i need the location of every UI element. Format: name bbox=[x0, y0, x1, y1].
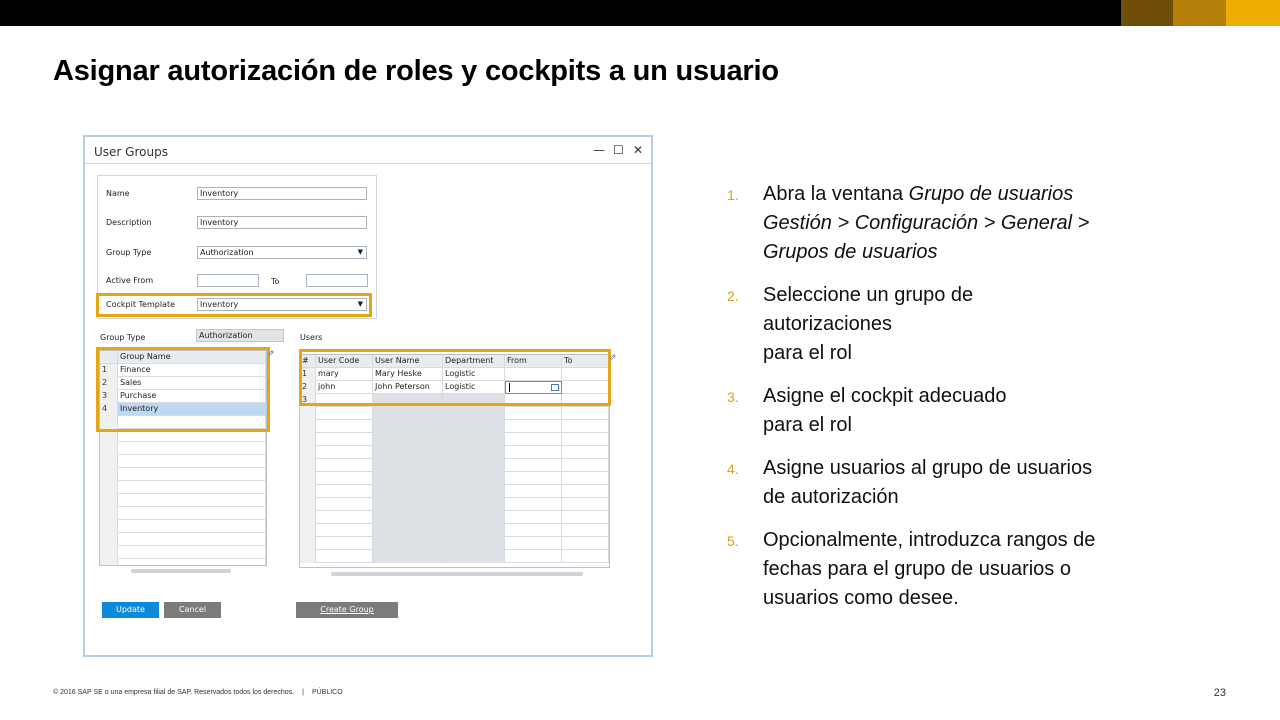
empty-cell bbox=[118, 494, 266, 507]
empty-cell bbox=[100, 429, 118, 442]
user-row[interactable] bbox=[300, 368, 609, 381]
empty-row bbox=[300, 511, 609, 524]
empty-cell bbox=[373, 446, 443, 459]
calendar-icon[interactable] bbox=[551, 384, 559, 391]
empty-row bbox=[300, 459, 609, 472]
step-line: de autorización bbox=[763, 486, 899, 508]
step-line: usuarios como desee. bbox=[763, 587, 959, 609]
accent-swatch-light bbox=[1226, 0, 1280, 26]
empty-cell bbox=[505, 420, 562, 433]
group-row-name: Sales bbox=[118, 377, 266, 390]
empty-cell bbox=[562, 420, 609, 433]
empty-cell bbox=[316, 407, 373, 420]
empty-cell bbox=[505, 485, 562, 498]
empty-row bbox=[100, 429, 266, 442]
empty-cell bbox=[562, 498, 609, 511]
empty-cell bbox=[505, 524, 562, 537]
empty-cell bbox=[562, 511, 609, 524]
empty-cell bbox=[443, 524, 505, 537]
user-code-cell[interactable]: john bbox=[316, 381, 373, 394]
empty-cell bbox=[373, 550, 443, 563]
empty-cell bbox=[118, 559, 266, 566]
empty-cell bbox=[316, 498, 373, 511]
empty-row bbox=[300, 407, 609, 420]
empty-cell bbox=[300, 420, 316, 433]
users-col-from: From bbox=[505, 355, 562, 368]
group-row-selected[interactable] bbox=[100, 403, 266, 416]
step-1 bbox=[727, 180, 1177, 267]
update-button[interactable]: Update bbox=[102, 602, 159, 618]
empty-cell bbox=[316, 485, 373, 498]
text-cursor bbox=[509, 383, 510, 392]
empty-cell bbox=[562, 459, 609, 472]
empty-cell bbox=[443, 537, 505, 550]
empty-cell bbox=[505, 472, 562, 485]
expand-grid-icon[interactable]: ⇗ bbox=[267, 349, 275, 359]
empty-cell bbox=[118, 442, 266, 455]
empty-cell bbox=[316, 433, 373, 446]
user-from-cell[interactable] bbox=[505, 394, 562, 407]
empty-cell bbox=[118, 481, 266, 494]
expand-grid-icon[interactable]: ⇗ bbox=[609, 353, 617, 363]
group-num-header bbox=[100, 351, 118, 364]
empty-row bbox=[300, 485, 609, 498]
group-row-number: 2 bbox=[100, 377, 118, 390]
step-line: Opcionalmente, introduzca rangos de bbox=[763, 529, 1096, 551]
user-dept-cell: Logistic bbox=[443, 381, 505, 394]
empty-row bbox=[100, 468, 266, 481]
empty-cell bbox=[300, 550, 316, 563]
empty-cell bbox=[562, 472, 609, 485]
description-label: Description bbox=[106, 218, 152, 227]
step-number: 5. bbox=[727, 533, 739, 549]
empty-cell bbox=[300, 407, 316, 420]
group-list-grid bbox=[99, 350, 267, 566]
group-row-name: Finance bbox=[118, 364, 266, 377]
footer-copyright bbox=[53, 689, 343, 696]
empty-cell bbox=[316, 472, 373, 485]
empty-cell bbox=[300, 433, 316, 446]
step-4 bbox=[727, 454, 1177, 512]
maximize-icon[interactable]: ☐ bbox=[613, 143, 624, 157]
users-label: Users bbox=[300, 333, 323, 342]
empty-cell bbox=[505, 537, 562, 550]
users-col-num: # bbox=[300, 355, 316, 368]
minimize-icon[interactable]: — bbox=[593, 143, 605, 157]
empty-cell bbox=[316, 550, 373, 563]
user-to-cell[interactable] bbox=[562, 381, 609, 394]
user-row-number: 1 bbox=[300, 368, 316, 381]
step-line: fechas para el grupo de usuarios o bbox=[763, 558, 1071, 580]
step-text-italic: Grupos de usuarios bbox=[763, 241, 938, 263]
empty-cell bbox=[562, 407, 609, 420]
step-3 bbox=[727, 382, 1177, 440]
step-2 bbox=[727, 281, 1177, 368]
accent-swatch-mid bbox=[1173, 0, 1226, 26]
empty-row bbox=[300, 498, 609, 511]
empty-row bbox=[100, 559, 266, 566]
description-field[interactable]: Inventory bbox=[197, 216, 367, 229]
empty-cell bbox=[100, 442, 118, 455]
close-icon[interactable]: ✕ bbox=[633, 143, 644, 157]
empty-cell bbox=[118, 455, 266, 468]
empty-cell bbox=[562, 524, 609, 537]
empty-cell bbox=[373, 498, 443, 511]
classification-label: PÚBLICO bbox=[311, 689, 343, 696]
empty-cell bbox=[443, 446, 505, 459]
empty-cell bbox=[373, 485, 443, 498]
empty-cell bbox=[100, 546, 118, 559]
to-label: To bbox=[271, 277, 280, 286]
user-to-cell[interactable] bbox=[562, 368, 609, 381]
empty-cell bbox=[562, 433, 609, 446]
empty-row bbox=[100, 507, 266, 520]
step-line bbox=[727, 180, 1177, 209]
instruction-steps bbox=[727, 180, 1177, 627]
empty-cell bbox=[562, 446, 609, 459]
empty-cell bbox=[443, 459, 505, 472]
empty-cell bbox=[100, 507, 118, 520]
empty-row bbox=[300, 420, 609, 433]
empty-row bbox=[100, 494, 266, 507]
step-text-italic: Grupo de usuarios bbox=[908, 183, 1074, 205]
group-row-name: Purchase bbox=[118, 390, 266, 403]
empty-cell bbox=[316, 459, 373, 472]
group-type-label: Group Type bbox=[106, 248, 152, 257]
group-type-value: Authorization bbox=[200, 248, 254, 257]
empty-cell bbox=[373, 472, 443, 485]
empty-cell bbox=[562, 537, 609, 550]
create-group-button[interactable]: Create Group bbox=[296, 602, 398, 618]
cockpit-template-select[interactable] bbox=[197, 298, 367, 311]
empty-cell bbox=[443, 485, 505, 498]
empty-cell bbox=[300, 472, 316, 485]
empty-cell bbox=[100, 494, 118, 507]
user-row-number: 3 bbox=[300, 394, 316, 407]
empty-cell bbox=[505, 433, 562, 446]
empty-cell bbox=[300, 524, 316, 537]
group-type-filter-field: Authorization bbox=[196, 329, 284, 342]
empty-cell bbox=[300, 459, 316, 472]
users-grid bbox=[299, 354, 610, 568]
copyright-text: © 2016 SAP SE o una empresa filial de SAP. Reservados todos los derechos. bbox=[53, 689, 295, 696]
empty-row bbox=[300, 472, 609, 485]
footer-separator: | bbox=[302, 689, 304, 696]
empty-cell bbox=[118, 533, 266, 546]
user-from-cell[interactable] bbox=[505, 368, 562, 381]
user-dept-cell bbox=[443, 394, 505, 407]
empty-row bbox=[100, 442, 266, 455]
empty-cell bbox=[118, 507, 266, 520]
empty-row bbox=[300, 433, 609, 446]
empty-cell bbox=[118, 416, 266, 429]
group-row[interactable] bbox=[100, 390, 266, 403]
empty-cell bbox=[300, 446, 316, 459]
user-name-cell: John Peterson bbox=[373, 381, 443, 394]
name-field[interactable]: Inventory bbox=[197, 187, 367, 200]
empty-cell bbox=[118, 429, 266, 442]
empty-cell bbox=[505, 459, 562, 472]
active-from-label: Active From bbox=[106, 276, 154, 285]
empty-cell bbox=[300, 485, 316, 498]
top-bar bbox=[0, 0, 1280, 26]
users-grid-scrollbar[interactable] bbox=[331, 572, 583, 576]
accent-swatch-dark bbox=[1121, 0, 1173, 26]
empty-cell bbox=[443, 550, 505, 563]
empty-row bbox=[300, 550, 609, 563]
users-col-code: User Code bbox=[316, 355, 373, 368]
empty-cell bbox=[373, 420, 443, 433]
group-header-form bbox=[97, 175, 377, 319]
users-grid-header bbox=[300, 355, 609, 368]
empty-cell bbox=[316, 524, 373, 537]
step-text: Abra la ventana bbox=[763, 183, 909, 205]
window-title-bar bbox=[85, 137, 651, 164]
empty-row bbox=[100, 546, 266, 559]
empty-cell bbox=[300, 511, 316, 524]
cockpit-template-label: Cockpit Template bbox=[106, 300, 175, 309]
group-row-number: 3 bbox=[100, 390, 118, 403]
empty-row bbox=[100, 520, 266, 533]
user-groups-window bbox=[83, 135, 653, 657]
empty-cell bbox=[443, 511, 505, 524]
group-row-number: 4 bbox=[100, 403, 118, 416]
empty-cell bbox=[443, 472, 505, 485]
group-name-header: Group Name bbox=[118, 351, 266, 364]
step-number: 1. bbox=[727, 187, 739, 203]
empty-cell bbox=[300, 498, 316, 511]
empty-cell bbox=[118, 520, 266, 533]
empty-cell bbox=[505, 407, 562, 420]
empty-row bbox=[100, 481, 266, 494]
empty-cell bbox=[373, 407, 443, 420]
group-row-name: Inventory bbox=[118, 403, 266, 416]
step-line: Seleccione un grupo de bbox=[763, 284, 974, 306]
user-from-cell-active[interactable] bbox=[505, 381, 562, 394]
group-row[interactable] bbox=[100, 377, 266, 390]
empty-row bbox=[100, 416, 266, 429]
step-line: autorizaciones bbox=[763, 313, 892, 335]
user-row[interactable] bbox=[300, 394, 609, 407]
empty-cell bbox=[505, 550, 562, 563]
empty-cell bbox=[373, 511, 443, 524]
active-to-field[interactable] bbox=[306, 274, 368, 287]
group-type-select[interactable] bbox=[197, 246, 367, 259]
empty-cell bbox=[316, 537, 373, 550]
empty-cell bbox=[505, 446, 562, 459]
empty-row bbox=[100, 533, 266, 546]
step-line: para el rol bbox=[763, 414, 852, 436]
group-row-number: 1 bbox=[100, 364, 118, 377]
empty-row bbox=[300, 524, 609, 537]
empty-cell bbox=[100, 520, 118, 533]
empty-cell bbox=[100, 468, 118, 481]
user-row-number: 2 bbox=[300, 381, 316, 394]
empty-cell bbox=[443, 433, 505, 446]
empty-cell bbox=[373, 524, 443, 537]
empty-cell bbox=[316, 420, 373, 433]
slide-title: Asignar autorización de roles y cockpits a un usuario bbox=[53, 55, 779, 87]
active-from-field[interactable] bbox=[197, 274, 259, 287]
users-col-to: To bbox=[562, 355, 609, 368]
empty-cell bbox=[118, 546, 266, 559]
empty-cell bbox=[443, 407, 505, 420]
name-label: Name bbox=[106, 189, 130, 198]
cockpit-template-value: Inventory bbox=[200, 300, 239, 309]
empty-cell bbox=[316, 446, 373, 459]
empty-cell bbox=[373, 459, 443, 472]
empty-cell bbox=[373, 433, 443, 446]
user-name-cell: Mary Heske bbox=[373, 368, 443, 381]
step-line bbox=[727, 238, 1177, 267]
empty-cell bbox=[562, 485, 609, 498]
empty-cell bbox=[505, 511, 562, 524]
user-name-cell bbox=[373, 394, 443, 407]
empty-cell bbox=[118, 468, 266, 481]
empty-cell bbox=[100, 481, 118, 494]
step-line: Asigne el cockpit adecuado bbox=[763, 385, 1007, 407]
window-title: User Groups bbox=[94, 145, 168, 159]
empty-row bbox=[100, 455, 266, 468]
empty-cell bbox=[562, 550, 609, 563]
cancel-button[interactable]: Cancel bbox=[164, 602, 221, 618]
user-code-cell[interactable] bbox=[316, 394, 373, 407]
user-to-cell[interactable] bbox=[562, 394, 609, 407]
page-number: 23 bbox=[1213, 687, 1226, 699]
group-grid-scrollbar[interactable] bbox=[131, 569, 231, 573]
step-line: Asigne usuarios al grupo de usuarios bbox=[763, 457, 1093, 479]
users-col-name: User Name bbox=[373, 355, 443, 368]
user-code-cell[interactable]: mary bbox=[316, 368, 373, 381]
empty-cell bbox=[100, 559, 118, 566]
empty-cell bbox=[100, 416, 118, 429]
empty-cell bbox=[300, 537, 316, 550]
step-number: 4. bbox=[727, 461, 739, 477]
dropdown-arrow-icon: ▼ bbox=[357, 248, 363, 256]
empty-cell bbox=[316, 511, 373, 524]
group-row[interactable] bbox=[100, 364, 266, 377]
empty-cell bbox=[505, 498, 562, 511]
empty-cell bbox=[100, 533, 118, 546]
step-5 bbox=[727, 526, 1177, 613]
dropdown-arrow-icon: ▼ bbox=[357, 300, 363, 308]
step-line: para el rol bbox=[763, 342, 852, 364]
step-line bbox=[727, 209, 1177, 238]
user-dept-cell: Logistic bbox=[443, 368, 505, 381]
step-number: 2. bbox=[727, 288, 739, 304]
step-number: 3. bbox=[727, 389, 739, 405]
empty-row bbox=[300, 537, 609, 550]
users-col-department: Department bbox=[443, 355, 505, 368]
empty-cell bbox=[443, 420, 505, 433]
empty-cell bbox=[443, 498, 505, 511]
empty-cell bbox=[373, 537, 443, 550]
empty-row bbox=[300, 446, 609, 459]
empty-cell bbox=[100, 455, 118, 468]
step-text-italic: Gestión > Configuración > General > bbox=[763, 212, 1090, 234]
group-grid-header bbox=[100, 351, 266, 364]
group-type-filter-label: Group Type bbox=[100, 333, 146, 342]
user-row[interactable] bbox=[300, 381, 609, 394]
